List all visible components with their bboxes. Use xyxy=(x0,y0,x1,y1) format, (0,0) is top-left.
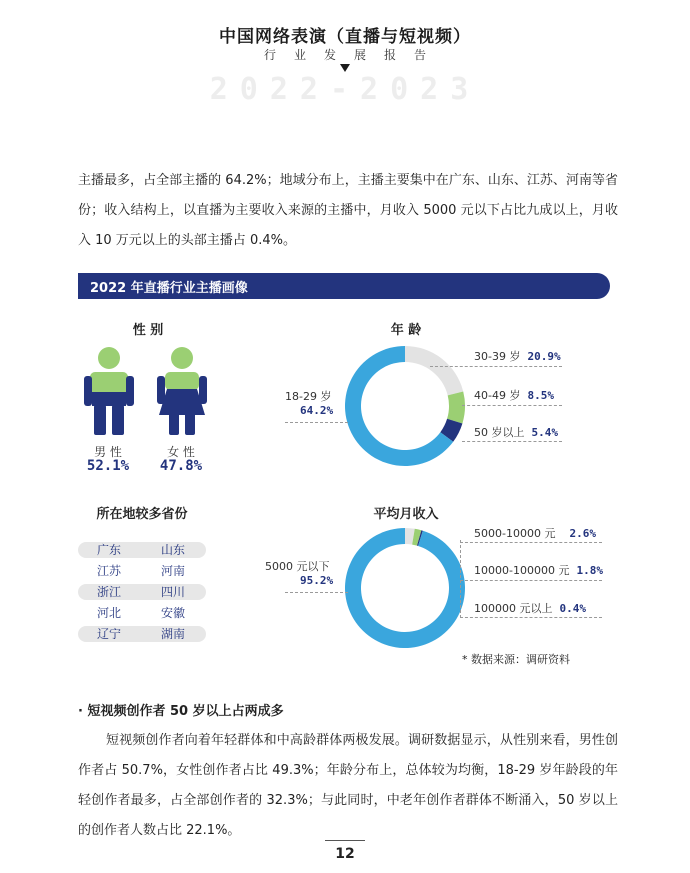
province-name: 浙江 xyxy=(96,585,121,599)
income-label-under-5000: 5000 元以下 xyxy=(265,560,330,573)
section-banner-title: 2022 年直播行业主播画像 xyxy=(90,281,248,296)
age-slice xyxy=(405,346,463,395)
province-name: 湖南 xyxy=(160,627,185,641)
province-name: 河北 xyxy=(96,606,121,620)
age-donut-chart xyxy=(343,344,467,468)
page-number: 12 xyxy=(335,846,355,862)
age-slice xyxy=(447,391,465,423)
province-row xyxy=(78,563,206,579)
income-donut-chart xyxy=(343,526,467,650)
leader-line xyxy=(285,422,348,423)
province-row xyxy=(78,626,206,642)
male-figure-icon xyxy=(80,345,138,437)
income-slice xyxy=(345,528,465,648)
leader-line xyxy=(460,542,602,543)
province-name: 四川 xyxy=(160,585,185,599)
female-figure-icon xyxy=(153,345,211,437)
province-name: 辽宁 xyxy=(96,627,121,641)
income-value-10000-100000: 1.8% xyxy=(576,564,603,577)
age-label-50-plus: 50 岁以上 xyxy=(474,426,525,439)
province-name: 河南 xyxy=(160,564,185,578)
province-row xyxy=(78,542,206,558)
income-value-under-5000: 95.2% xyxy=(300,574,334,587)
leader-line xyxy=(460,617,602,618)
leader-line xyxy=(285,592,348,593)
province-name: 江苏 xyxy=(96,564,121,578)
age-label-18-29: 18-29 岁 xyxy=(285,390,332,403)
report-years: 2022-2023 xyxy=(209,72,481,107)
triangle-down-icon xyxy=(340,64,350,72)
income-title: 平均月收入 xyxy=(373,507,439,522)
leader-line xyxy=(460,540,461,618)
source-note: * 数据来源：调研资料 xyxy=(462,653,570,666)
province-row xyxy=(78,584,206,600)
section-heading: · 短视频创作者 50 岁以上占两成多 xyxy=(78,704,284,719)
gender-title: 性 别 xyxy=(132,323,164,338)
leader-line xyxy=(460,580,602,581)
male-label: 男 性 xyxy=(94,445,122,459)
intro-paragraph: 主播最多，占全部主播的 64.2%；地域分布上，主播主要集中在广东、山东、江苏、河南等省份；收入结构上，以直播为主要收入来源的主播中，月收入 5000 元以下占比九成以上，月收入 10 万元以上的头部主播占 0.4%。 xyxy=(78,173,618,248)
section-paragraph: 短视频创作者向着年轻群体和中高龄群体两极发展。调研数据显示，从性别来看，男性创作者占 50.7%，女性创作者占比 49.3%；年龄分布上，总体较为均衡，18-29 岁年龄段的年轻创作者最多，占全部创作者的 32.3%；与此同时，中老年创作者群体不断涌入，50 岁以上的创作者人数占比 22.1%。 xyxy=(78,733,618,838)
income-label-over-100000: 100000 元以上 xyxy=(474,602,553,615)
leader-line xyxy=(462,405,562,406)
income-value-over-100000: 0.4% xyxy=(559,602,586,615)
province-row xyxy=(78,605,206,621)
province-name: 广东 xyxy=(96,543,121,557)
province-name: 山东 xyxy=(160,543,185,557)
province-name: 安徽 xyxy=(160,606,185,620)
page-number-rule xyxy=(325,840,365,841)
age-value-40-49: 8.5% xyxy=(527,389,554,402)
income-label-10000-100000: 10000-100000 元 xyxy=(474,564,570,577)
leader-line xyxy=(462,441,562,442)
age-value-30-39: 20.9% xyxy=(527,350,561,363)
income-value-5000-10000: 2.6% xyxy=(569,527,596,540)
report-subtitle: 行业发展报告 xyxy=(263,48,444,62)
female-value: 47.8% xyxy=(159,458,203,474)
income-label-5000-10000: 5000-10000 元 xyxy=(474,527,556,540)
age-label-40-49: 40-49 岁 xyxy=(474,389,521,402)
age-label-30-39: 30-39 岁 xyxy=(474,350,521,363)
age-value-50-plus: 5.4% xyxy=(531,426,558,439)
male-value: 52.1% xyxy=(86,458,130,474)
age-title: 年 龄 xyxy=(390,323,422,338)
age-value-18-29: 64.2% xyxy=(300,404,334,417)
provinces-title: 所在地较多省份 xyxy=(96,507,188,522)
leader-line xyxy=(430,366,562,367)
report-title: 中国网络表演（直播与短视频） xyxy=(219,27,471,47)
female-label: 女 性 xyxy=(167,445,195,459)
section-banner xyxy=(78,273,610,299)
